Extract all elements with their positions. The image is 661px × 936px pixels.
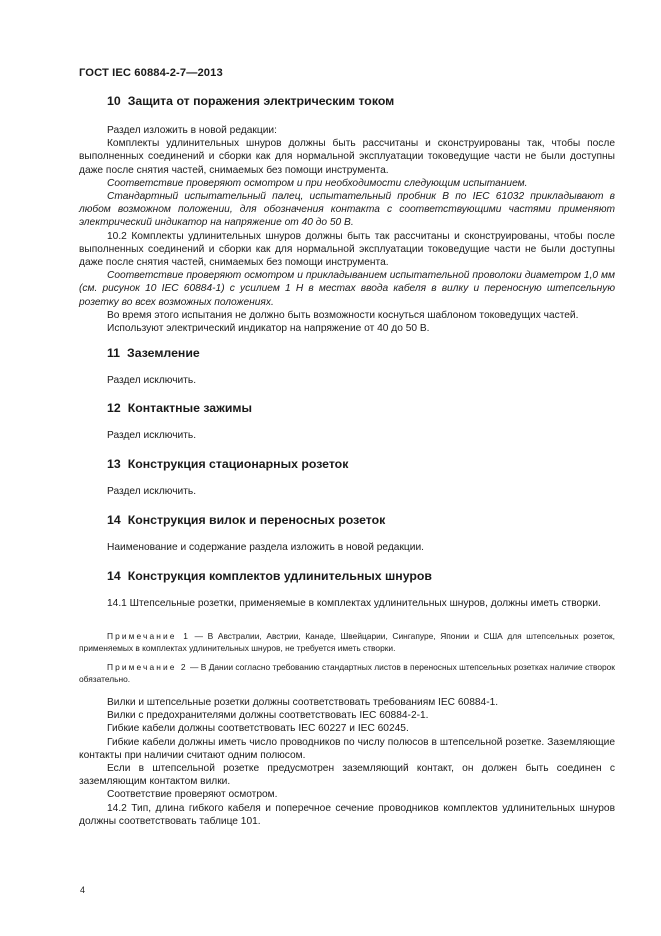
- section-number: 10: [107, 94, 121, 108]
- section-number: 13: [107, 457, 121, 471]
- compliance-paragraph: Соответствие проверяют осмотром и при необходимости следующим испытанием.: [107, 177, 528, 189]
- note-label: Примечание 2: [107, 662, 188, 672]
- test-description-paragraph: Стандартный испытательный палец, испытательный пробник B по IEC 61032 прикладывают в любом возможном положении, для обозначения контакта с соответствующими частями применяют электрический индикатор на напряжение от 40 до 50 В.: [79, 191, 615, 229]
- paragraph: Комплекты удлинительных шнуров должны быть рассчитаны и сконструированы так, чтобы после выполненных соединений и сборки как для нормальной эксплуатации токоведущие части не были доступны даже после снятия частей, снимаемых без помощи инструмента.: [79, 138, 615, 176]
- section-number: 14: [107, 513, 121, 527]
- section-12-text: Раздел исключить.: [107, 430, 197, 441]
- section-14-new-body: [79, 597, 615, 610]
- note-label: Примечание 1: [107, 631, 190, 641]
- paragraph: Вилки с предохранителями должны соответствовать IEC 60884-2-1.: [107, 710, 429, 722]
- section-14-old-heading: [107, 513, 385, 527]
- clause-14-1-paragraph: 14.1 Штепсельные розетки, применяемые в комплектах удлинительных шнуров, должны иметь створки.: [107, 598, 601, 609]
- paragraph: Используют электрический индикатор на напряжение от 40 до 50 В.: [107, 323, 430, 335]
- section-title: Конструкция комплектов удлинительных шнуров: [127, 569, 432, 583]
- section-number: 12: [107, 401, 121, 415]
- section-14-new-requirements: [79, 696, 615, 828]
- clause-14-2-paragraph: 14.2 Тип, длина гибкого кабеля и поперечное сечение проводников комплектов удлинительных шнуров должны соответствовать таблице 101.: [79, 802, 615, 827]
- section-number: 14: [107, 569, 121, 583]
- paragraph: Вилки и штепсельные розетки должны соответствовать требованиям IEC 60884-1.: [107, 697, 499, 708]
- section-12-heading: [107, 401, 252, 415]
- clause-10-2-paragraph: 10.2 Комплекты удлинительных шнуров должны быть так рассчитаны и сконструированы, чтобы после выполненных соединений и сборки как для нормальной эксплуатации токоведущие части не были доступны даже после снятия частей, снимаемых без помощи инструмента.: [79, 230, 615, 269]
- paragraph: Соответствие проверяют осмотром.: [107, 789, 278, 801]
- paragraph: Гибкие кабели должны иметь число проводников по числу полюсов в штепсельной розетке. Заземляющие контакты при наличии считают одним полюсом.: [79, 736, 615, 761]
- paragraph: Если в штепсельной розетке предусмотрен заземляющий контакт, он должен быть соединен с заземляющим контактом вилки.: [79, 763, 615, 788]
- compliance-paragraph: Соответствие проверяют осмотром и прикладыванием испытательной проволоки диаметром 1,0 мм (см. рисунок 10 IEC 60884-1) с усилием 1 Н в местах ввода кабеля в вилку и переносную штепсельную розетку во всех возможных положениях.: [79, 270, 615, 308]
- section-13-text: Раздел исключить.: [107, 486, 197, 497]
- page-number: 4: [80, 885, 86, 895]
- section-11-heading: [107, 346, 200, 360]
- section-10-body: [79, 124, 615, 335]
- section-14-old-text: Наименование и содержание раздела изложить в новой редакции.: [107, 542, 424, 553]
- section-14-new-heading: [107, 569, 432, 583]
- section-title: Конструкция вилок и переносных розеток: [127, 513, 386, 527]
- section-10-heading: [107, 94, 394, 108]
- section-title: Заземление: [127, 346, 200, 360]
- section-title: Защита от поражения электрическим током: [127, 94, 395, 108]
- section-number: 11: [107, 346, 120, 360]
- note-2: [79, 661, 615, 685]
- note-text: — В Дании согласно требованию стандартных листов в переносных штепсельных розетках наличие створок обязательно.: [79, 662, 615, 684]
- document-header: ГОСТ IEC 60884-2-7—2013: [79, 67, 223, 79]
- note-1: [79, 630, 615, 654]
- section-11-text: Раздел исключить.: [107, 375, 197, 386]
- paragraph: Во время этого испытания не должно быть возможности коснуться шаблоном токоведущих частей.: [107, 309, 579, 321]
- paragraph: Гибкие кабели должны соответствовать IEC 60227 и IEC 60245.: [107, 723, 409, 735]
- section-13-heading: [107, 457, 348, 471]
- note-text: — В Австралии, Австрии, Канаде, Швейцарии, Сингапуре, Японии и США для штепсельных розеток, применяемых в комплектах удлинительных шнуров, не требуется иметь створки.: [79, 631, 615, 653]
- paragraph: Раздел изложить в новой редакции:: [107, 125, 277, 136]
- section-title: Конструкция стационарных розеток: [127, 457, 349, 471]
- section-title: Контактные зажимы: [127, 401, 253, 415]
